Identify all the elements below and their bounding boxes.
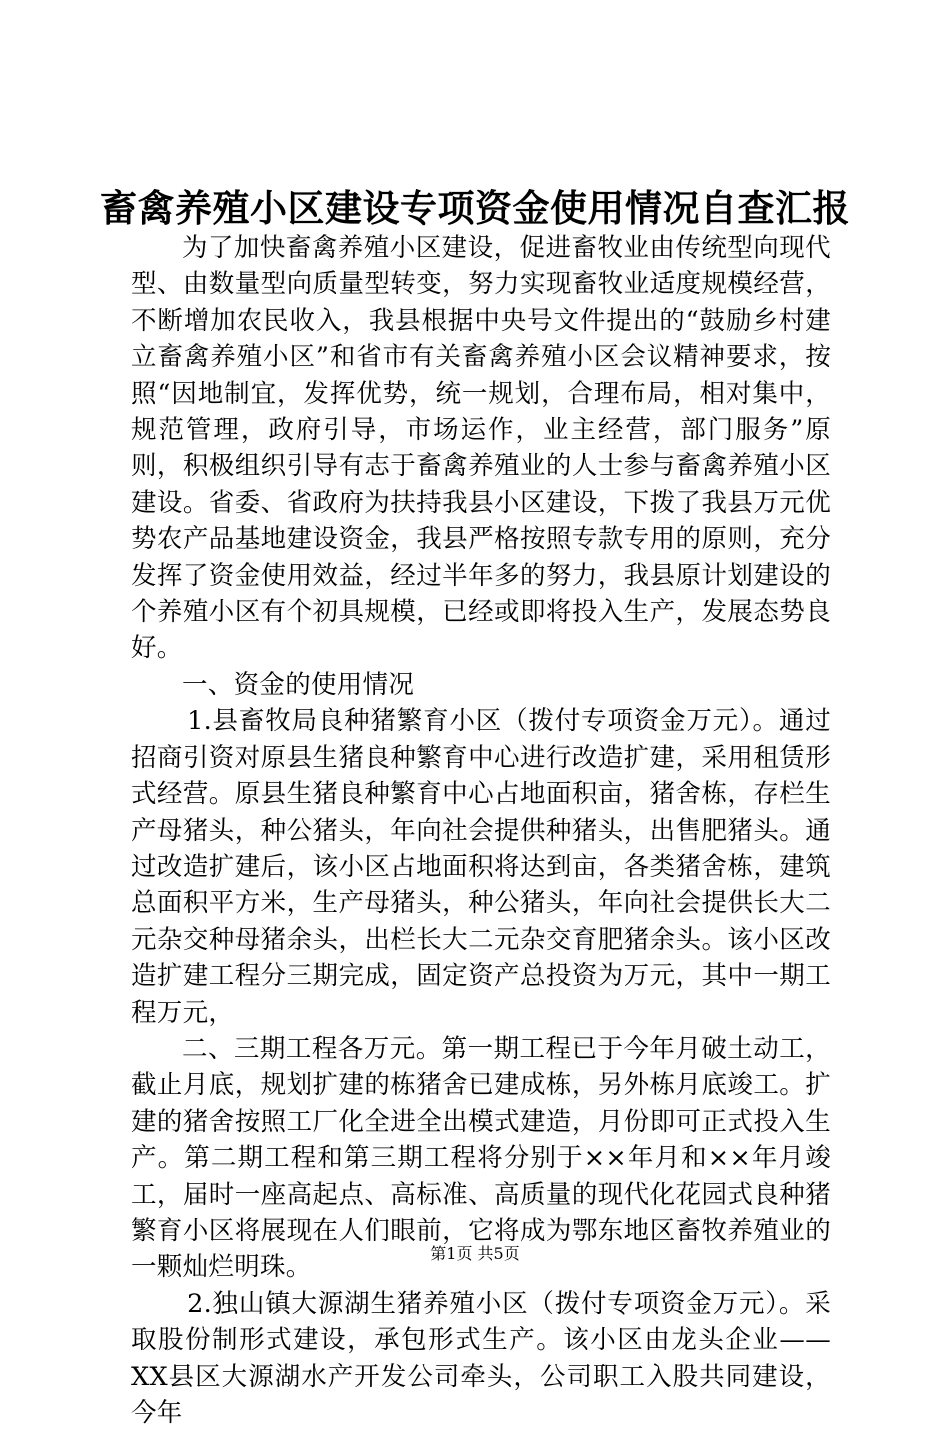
paragraph-item-1: 1.县畜牧局良种猪繁育小区（拨付专项资金万元）。通过招商引资对原县生猪良种繁育中心进行改造扩建，采用租赁形式经营。原县生猪良种繁育中心占地面积亩，猪舍栋，存栏生产母猪头，种公猪头，年向社会提供种猪头，出售肥猪头。通过改造扩建后，该小区占地面积将达到亩，各类猪舍栋，建筑总面积平方米，生产母猪头，种公猪头，年向社会提供长大二元杂交种母猪余头，出栏长大二元杂交育肥猪余头。该小区改造扩建工程分三期完成，固定资产总投资为万元，其中一期工程万元，	[131, 706, 831, 1028]
section-heading-funds-usage: 一、资金的使用情况	[182, 669, 415, 700]
document-title: 畜禽养殖小区建设专项资金使用情况自查汇报	[100, 186, 850, 230]
paragraph-intro: 为了加快畜禽养殖小区建设，促进畜牧业由传统型向现代型、由数量型向质量型转变，努力实现畜牧业适度规模经营，不断增加农民收入，我县根据中央号文件提出的“鼓励乡村建立畜禽养殖小区”和省市有关畜禽养殖小区会议精神要求，按照“因地制宜，发挥优势，统一规划，合理布局，相对集中，规范管理，政府引导，市场运作，业主经营，部门服务”原则，积极组织引导有志于畜禽养殖业的人士参与畜禽养殖小区建设。省委、省政府为扶持我县小区建设，下拨了我县万元优势农产品基地建设资金，我县严格按照专款专用的原则，充分发挥了资金使用效益，经过半年多的努力，我县原计划建设的个养殖小区有个初具规模，已经或即将投入生产，发展态势良好。	[131, 233, 831, 664]
page-footer: 第1页 共5页	[430, 1244, 520, 1263]
paragraph-item-2: 2.独山镇大源湖生猪养殖小区（拨付专项资金万元）。采取股份制形式建设，承包形式生产。该小区由龙头企业——XX县区大源湖水产开发公司牵头，公司职工入股共同建设，今年	[131, 1288, 831, 1428]
paragraph-phase-2-3: 二、三期工程各万元。第一期工程已于今年月破土动工，截止月底，规划扩建的栋猪舍已建成栋，另外栋月底竣工。扩建的猪舍按照工厂化全进全出模式建造，月份即可正式投入生产。第二期工程和第三期工程将分别于××年月和××年月竣工，届时一座高起点、高标准、高质量的现代化花园式良种猪繁育小区将展现在人们眼前，它将成为鄂东地区畜牧养殖业的一颗灿烂明珠。	[131, 1033, 831, 1283]
